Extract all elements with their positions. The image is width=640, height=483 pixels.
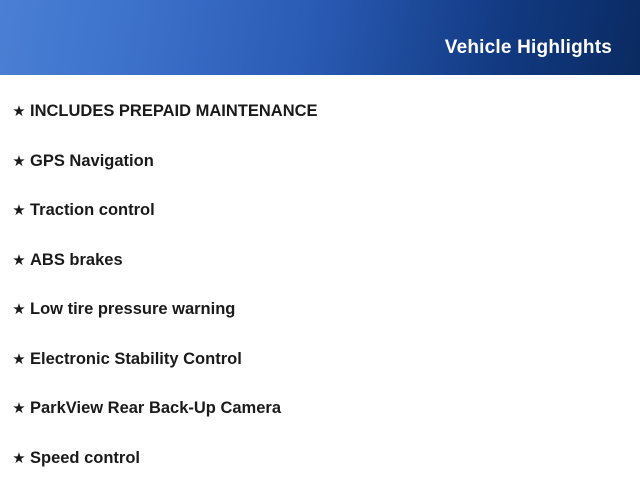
list-item <box>0 384 640 434</box>
highlight-label: Low tire pressure warning <box>30 300 235 319</box>
header-banner <box>0 0 640 75</box>
star-icon: ★ <box>8 451 30 466</box>
highlight-label: GPS Navigation <box>30 152 154 171</box>
star-icon: ★ <box>8 104 30 119</box>
list-item <box>0 335 640 385</box>
list-item <box>0 87 640 137</box>
highlight-label: INCLUDES PREPAID MAINTENANCE <box>30 102 318 121</box>
star-icon: ★ <box>8 203 30 218</box>
star-icon: ★ <box>8 154 30 169</box>
star-icon: ★ <box>8 401 30 416</box>
list-item <box>0 434 640 483</box>
list-item <box>0 186 640 236</box>
list-item <box>0 285 640 335</box>
list-item <box>0 137 640 187</box>
list-item <box>0 236 640 286</box>
highlight-label: ABS brakes <box>30 251 123 270</box>
highlight-label: Traction control <box>30 201 155 220</box>
highlight-label: Speed control <box>30 449 140 468</box>
star-icon: ★ <box>8 302 30 317</box>
highlight-label: Electronic Stability Control <box>30 350 242 369</box>
highlight-label: ParkView Rear Back-Up Camera <box>30 399 281 418</box>
page-title: Vehicle Highlights <box>445 17 612 59</box>
highlights-list <box>0 75 640 483</box>
star-icon: ★ <box>8 352 30 367</box>
star-icon: ★ <box>8 253 30 268</box>
